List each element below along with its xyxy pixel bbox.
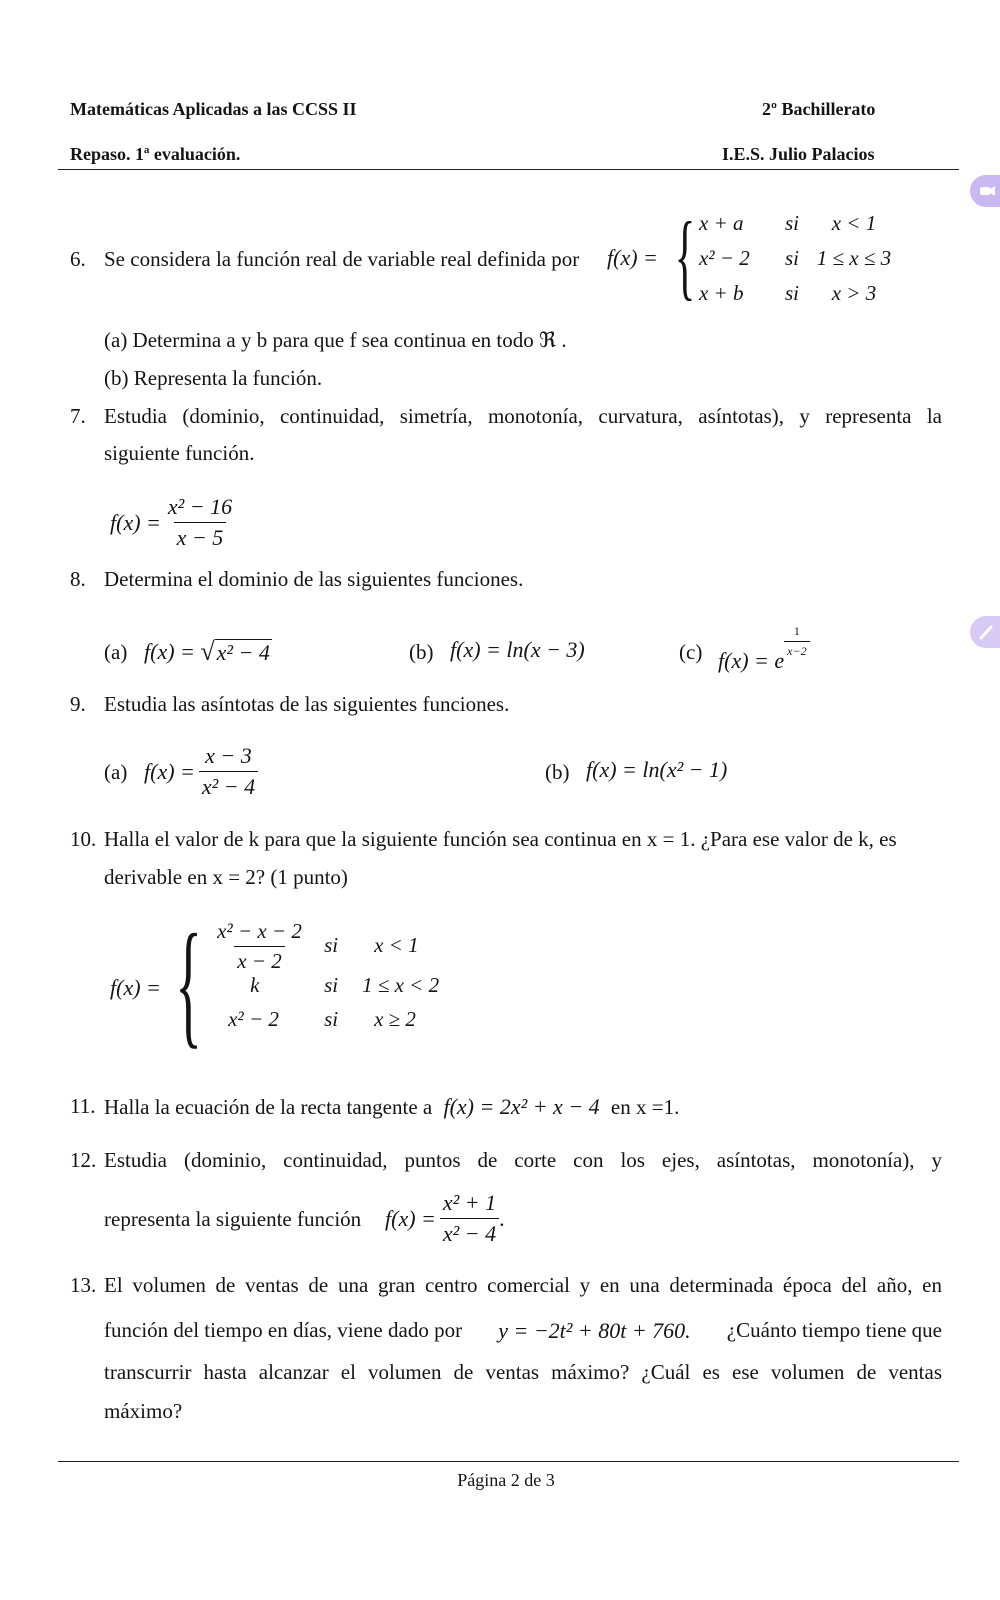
problem-13-expr: y = −2t² + 80t + 760. [498, 1318, 691, 1343]
fraction [199, 743, 258, 800]
denominator: x − 2 [234, 946, 285, 974]
fraction [165, 494, 235, 551]
problem-7-function [110, 494, 235, 551]
line2-before: función del tiempo en días, viene dado por [104, 1318, 463, 1342]
problem-13-line4: máximo? [104, 1399, 183, 1423]
piece-row: x + a si x < 1 [698, 210, 877, 235]
problem-11-text [104, 1094, 679, 1120]
brace: { [175, 905, 202, 1061]
problem-9-a-label: (a) [104, 760, 128, 784]
fraction [440, 1190, 499, 1247]
problem-10-function [110, 905, 544, 1061]
problem-12-fx: f(x) = [385, 1205, 436, 1231]
a-lhs: f(x) = [144, 639, 201, 664]
problem-6-number: 6. [70, 247, 86, 271]
piece3-si: si [324, 1007, 339, 1031]
problem-8-c-expr [718, 624, 810, 675]
piece3-cond: x ≥ 2 [374, 1007, 416, 1031]
piece2-si: si [324, 973, 339, 997]
problem-10-line1: Halla el valor de k para que la siguiente función sea continua en x = 1. ¿Para ese valor de k, es [104, 827, 897, 851]
camera-icon[interactable] [970, 175, 1000, 207]
problem-6-text: Se considera la función real de variable real definida por [104, 247, 580, 271]
problem-11-expr: f(x) = 2x² + x − 4 [443, 1094, 600, 1119]
exp-num: 1 [793, 624, 800, 638]
problem-8-b-expr: f(x) = ln(x − 3) [450, 637, 585, 662]
c-lhs: f(x) = e [718, 648, 785, 673]
problem-12-line1: Estudia (dominio, continuidad, puntos de corte con los ejes, asíntotas, monotonía), y [104, 1148, 942, 1172]
problem-7-fx: f(x) = [110, 509, 161, 535]
problem-8-c-label: (c) [679, 640, 703, 664]
problem-11-number: 11. [70, 1094, 96, 1118]
problem-7-number: 7. [70, 404, 86, 428]
problem-6-part-a: (a) Determina a y b para que f sea continua en todo ℜ . [104, 328, 567, 352]
radicand: x² − 4 [216, 639, 270, 665]
problem-8-number: 8. [70, 567, 86, 591]
numerator: x − 3 [205, 743, 252, 768]
piece-row: x² − 2 si 1 ≤ x ≤ 3 [698, 245, 892, 270]
problem-8-text: Determina el dominio de las siguientes funciones. [104, 567, 524, 591]
piecewise-block [214, 915, 544, 1060]
denominator: x² − 4 [199, 771, 258, 800]
page-number: Página 2 de 3 [457, 1470, 555, 1490]
sqrt-icon: √ [200, 637, 215, 666]
problem-13-number: 13. [70, 1273, 97, 1297]
grade-label: 2º Bachillerato [762, 99, 876, 119]
review-title: Repaso. 1ª evaluación. [70, 144, 241, 164]
problem-9-number: 9. [70, 692, 86, 716]
problem-9-a-expr [144, 743, 258, 800]
piece2-cond: 1 ≤ x < 2 [362, 973, 440, 997]
problem-9-text: Estudia las asíntotas de las siguientes funciones. [104, 692, 510, 716]
problem-7-line2: siguiente función. [104, 441, 255, 465]
exponent-fraction [784, 624, 809, 659]
piece1-fraction [214, 919, 305, 974]
problem-9-b-expr: f(x) = ln(x² − 1) [586, 757, 728, 782]
problem-8-b-label: (b) [409, 640, 434, 664]
line2-after: ¿Cuánto tiempo tiene que [726, 1318, 942, 1342]
problem-12-number: 12. [70, 1148, 97, 1172]
numerator: x² + 1 [442, 1190, 497, 1215]
text-after: en x =1. [610, 1095, 680, 1119]
numerator: x² − 16 [167, 494, 233, 519]
numerator: x² − x − 2 [217, 919, 302, 943]
problem-7-line1: Estudia (dominio, continuidad, simetría, monotonía, curvatura, asíntotas), y representa la [104, 404, 942, 428]
problem-6-fx: f(x) = [607, 245, 658, 270]
brace: { [674, 202, 696, 309]
denominator: x² − 4 [440, 1218, 499, 1247]
a-lhs: f(x) = [144, 758, 195, 784]
problem-10-line2: derivable en x = 2? (1 punto) [104, 865, 348, 889]
problem-9-b-label: (b) [545, 760, 570, 784]
piece1-cond: x < 1 [374, 933, 419, 957]
problem-6-function [607, 202, 900, 310]
piece-row: x + b si x > 3 [698, 280, 877, 305]
denominator: x − 5 [174, 522, 227, 551]
problem-8-a-expr [144, 637, 272, 667]
piece1-si: si [324, 933, 339, 957]
period: . [499, 1205, 505, 1231]
problem-13-line2 [104, 1318, 942, 1344]
problem-12-line2: representa la siguiente función [104, 1207, 362, 1231]
problem-10-fx: f(x) = [110, 974, 161, 1000]
problem-12-function [385, 1190, 505, 1247]
problem-6-part-b: (b) Representa la función. [104, 366, 323, 390]
problem-13-line3: transcurrir hasta alcanzar el volumen de ventas máximo? ¿Cuál es ese volumen de ventas [104, 1360, 942, 1384]
exp-den: x−2 [784, 641, 809, 659]
problem-8-a-label: (a) [104, 640, 128, 664]
school-name: I.E.S. Julio Palacios [722, 144, 875, 164]
piece3-expr: x² − 2 [228, 1007, 279, 1031]
course-title: Matemáticas Aplicadas a las CCSS II [70, 99, 357, 119]
piece2-expr: k [250, 973, 260, 997]
pencil-icon[interactable] [970, 616, 1000, 648]
piecewise-table [698, 206, 900, 311]
footer-rule [58, 1461, 959, 1462]
text-before: Halla la ecuación de la recta tangente a [104, 1095, 433, 1119]
header-rule [58, 169, 959, 170]
problem-13-line1: El volumen de ventas de una gran centro comercial y en una determinada época del año, en [104, 1273, 942, 1297]
problem-10-number: 10. [70, 827, 97, 851]
